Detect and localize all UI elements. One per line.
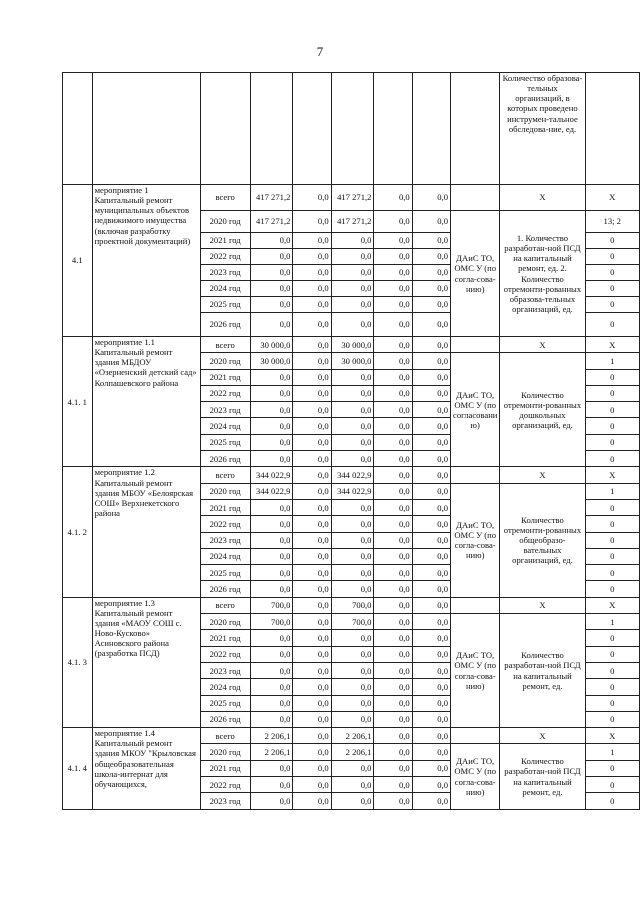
amount-local: 0,0 [374,614,412,630]
period-cell: 2021 год [200,760,250,776]
amount-total: 0,0 [250,646,293,662]
period-cell: 2025 год [200,695,250,711]
amount-regional: 30 000,0 [331,337,374,353]
indicator-cell: Количество отремонти-рованных общеобразо-вательных организаций, ед. [500,483,585,597]
amount-other: 0,0 [412,711,450,727]
amount-other: 0,0 [412,662,450,678]
amount-local: 0,0 [374,297,412,313]
period-cell: 2025 год [200,565,250,581]
table-row [63,337,640,353]
amount-federal: 0,0 [293,744,331,760]
period-cell: всего [200,185,250,211]
amount-total: 0,0 [250,793,293,809]
amount-local: 0,0 [374,532,412,548]
amount-local: 0,0 [374,211,412,233]
amount-other: 0,0 [412,760,450,776]
indicator-value: 0 [585,565,639,581]
amount-local: 0,0 [374,353,412,369]
amount-local: 0,0 [374,185,412,211]
amount-local: 0,0 [374,337,412,353]
amount-other: 0,0 [412,337,450,353]
top-indicator: Количество образова-тельных организаций, в которых проведено инструмен-тальное обследова-ние, ед. [500,73,585,185]
amount-other: 0,0 [412,185,450,211]
amount-total: 344 022,9 [250,483,293,499]
amount-total: 0,0 [250,532,293,548]
amount-federal: 0,0 [293,597,331,613]
amount-total: 0,0 [250,630,293,646]
measure-title: мероприятие 1.4 Капитальный ремонт здания МКОУ "Крыловская общеобразовательная школа-интернат для обучающихся, [92,728,200,809]
amount-regional: 0,0 [331,265,374,281]
indicator-cell: Количество отремонти-рованных дошкольных организаций, ед. [500,353,585,467]
period-cell: 2023 год [200,265,250,281]
indicator-x: X [500,185,585,211]
period-cell: 2022 год [200,516,250,532]
indicator-value: 0 [585,662,639,678]
amount-local: 0,0 [374,662,412,678]
amount-local: 0,0 [374,467,412,483]
period-cell: всего [200,728,250,744]
indicator-value: X [585,728,639,744]
amount-regional: 0,0 [331,297,374,313]
amount-total: 0,0 [250,369,293,385]
amount-regional: 700,0 [331,597,374,613]
amount-federal: 0,0 [293,662,331,678]
amount-federal: 0,0 [293,646,331,662]
amount-total: 700,0 [250,597,293,613]
indicator-value: 0 [585,581,639,597]
table-row [63,185,640,211]
amount-total: 0,0 [250,548,293,564]
amount-regional: 0,0 [331,369,374,385]
executor-cell: ДАиС ТО, ОМС У (по согла-сова-нию) [451,744,500,809]
spacer-cell [451,185,500,211]
amount-total: 0,0 [250,516,293,532]
amount-other: 0,0 [412,679,450,695]
amount-regional: 0,0 [331,249,374,265]
amount-federal: 0,0 [293,385,331,401]
amount-regional: 344 022,9 [331,467,374,483]
period-cell: 2025 год [200,297,250,313]
period-cell: всего [200,337,250,353]
amount-local: 0,0 [374,711,412,727]
amount-regional: 700,0 [331,614,374,630]
amount-other: 0,0 [412,614,450,630]
amount-total: 0,0 [250,249,293,265]
amount-federal: 0,0 [293,211,331,233]
amount-regional: 0,0 [331,532,374,548]
amount-federal: 0,0 [293,281,331,297]
period-cell: 2022 год [200,777,250,793]
amount-other: 0,0 [412,467,450,483]
amount-other: 0,0 [412,548,450,564]
amount-total: 0,0 [250,777,293,793]
amount-local: 0,0 [374,793,412,809]
amount-total: 30 000,0 [250,337,293,353]
period-cell: 2021 год [200,233,250,249]
period-cell: 2023 год [200,793,250,809]
amount-federal: 0,0 [293,711,331,727]
amount-local: 0,0 [374,281,412,297]
amount-regional: 30 000,0 [331,353,374,369]
indicator-value: 0 [585,793,639,809]
amount-federal: 0,0 [293,297,331,313]
item-number: 4.1 [63,185,93,337]
amount-federal: 0,0 [293,728,331,744]
indicator-value: X [585,467,639,483]
amount-regional: 0,0 [331,646,374,662]
amount-local: 0,0 [374,548,412,564]
amount-regional: 0,0 [331,711,374,727]
amount-federal: 0,0 [293,418,331,434]
measure-title: мероприятие 1.2 Капитальный ремонт здания МБОУ «Белоярская СОШ» Верхнекетского района [92,467,200,597]
amount-other: 0,0 [412,499,450,515]
amount-other: 0,0 [412,297,450,313]
amount-federal: 0,0 [293,467,331,483]
period-cell: 2021 год [200,630,250,646]
indicator-value: 0 [585,532,639,548]
period-cell: 2021 год [200,369,250,385]
amount-local: 0,0 [374,483,412,499]
page-number: 7 [316,44,324,59]
executor-cell: ДАиС ТО, ОМС У (по согласовани ю) [451,353,500,467]
indicator-value: 0 [585,711,639,727]
amount-regional: 2 206,1 [331,728,374,744]
amount-total: 0,0 [250,662,293,678]
amount-regional: 0,0 [331,385,374,401]
period-cell: 2020 год [200,744,250,760]
amount-other: 0,0 [412,483,450,499]
amount-local: 0,0 [374,249,412,265]
amount-total: 30 000,0 [250,353,293,369]
amount-federal: 0,0 [293,793,331,809]
spacer-cell [451,337,500,353]
indicator-value: 0 [585,297,639,313]
amount-regional: 2 206,1 [331,744,374,760]
executor-cell: ДАиС ТО, ОМС У (по согла-сова-нию) [451,211,500,337]
amount-other: 0,0 [412,233,450,249]
indicator-value: 0 [585,265,639,281]
amount-total: 0,0 [250,499,293,515]
amount-local: 0,0 [374,402,412,418]
amount-local: 0,0 [374,679,412,695]
period-cell: 2020 год [200,483,250,499]
amount-other: 0,0 [412,630,450,646]
amount-regional: 0,0 [331,695,374,711]
amount-regional: 417 271,2 [331,185,374,211]
amount-federal: 0,0 [293,353,331,369]
indicator-value: 13; 2 [585,211,639,233]
amount-federal: 0,0 [293,581,331,597]
amount-regional: 0,0 [331,679,374,695]
amount-other: 0,0 [412,451,450,467]
amount-total: 0,0 [250,565,293,581]
amount-federal: 0,0 [293,614,331,630]
amount-federal: 0,0 [293,402,331,418]
amount-local: 0,0 [374,646,412,662]
table-row [63,728,640,744]
amount-local: 0,0 [374,760,412,776]
amount-other: 0,0 [412,581,450,597]
period-cell: 2020 год [200,353,250,369]
indicator-value: 1 [585,614,639,630]
amount-local: 0,0 [374,565,412,581]
executor-cell: ДАиС ТО, ОМС У (по согла-сова-нию) [451,614,500,728]
amount-federal: 0,0 [293,337,331,353]
amount-other: 0,0 [412,281,450,297]
amount-regional: 417 271,2 [331,211,374,233]
amount-total: 0,0 [250,313,293,337]
amount-regional: 0,0 [331,313,374,337]
amount-total: 417 271,2 [250,185,293,211]
amount-local: 0,0 [374,451,412,467]
amount-other: 0,0 [412,402,450,418]
amount-federal: 0,0 [293,499,331,515]
amount-total: 0,0 [250,281,293,297]
amount-total: 0,0 [250,297,293,313]
amount-local: 0,0 [374,728,412,744]
amount-other: 0,0 [412,728,450,744]
period-cell: 2022 год [200,646,250,662]
amount-federal: 0,0 [293,760,331,776]
indicator-value: 0 [585,281,639,297]
amount-total: 0,0 [250,418,293,434]
period-cell: 2022 год [200,249,250,265]
amount-federal: 0,0 [293,185,331,211]
period-cell: 2021 год [200,499,250,515]
period-cell: всего [200,467,250,483]
amount-federal: 0,0 [293,548,331,564]
spacer-cell [451,597,500,613]
amount-total: 0,0 [250,695,293,711]
amount-other: 0,0 [412,369,450,385]
period-cell: 2024 год [200,281,250,297]
period-cell: 2020 год [200,211,250,233]
indicator-value: 0 [585,646,639,662]
amount-other: 0,0 [412,249,450,265]
indicator-value: 0 [585,402,639,418]
amount-federal: 0,0 [293,249,331,265]
amount-total: 0,0 [250,434,293,450]
indicator-x: X [500,467,585,483]
measure-title: мероприятие 1.3 Капитальный ремонт здания «МАОУ СОШ с. Ново-Кусково» Асиновского района (разработка ПСД) [92,597,200,727]
period-cell: 2023 год [200,662,250,678]
amount-total: 0,0 [250,760,293,776]
indicator-value: 0 [585,233,639,249]
indicator-cell: 1. Количество разработан-ной ПСД на капитальный ремонт, ед. 2. Количество отремонти-рованных образова-тельных организаций, ед. [500,211,585,337]
amount-total: 0,0 [250,265,293,281]
item-number: 4.1. 1 [63,337,93,467]
amount-regional: 0,0 [331,233,374,249]
amount-other: 0,0 [412,313,450,337]
indicator-value: 0 [585,679,639,695]
executor-cell: ДАиС ТО, ОМС У (по согла-сова-нию) [451,483,500,597]
amount-regional: 0,0 [331,451,374,467]
amount-other: 0,0 [412,434,450,450]
amount-local: 0,0 [374,744,412,760]
measure-title: мероприятие 1.1 Капитальный ремонт здания МБДОУ «Озерненский детский сад» Колпашевского района [92,337,200,467]
amount-other: 0,0 [412,744,450,760]
amount-local: 0,0 [374,385,412,401]
amount-total: 0,0 [250,581,293,597]
indicator-x: X [500,728,585,744]
amount-total: 344 022,9 [250,467,293,483]
measure-title: мероприятие 1 Капитальный ремонт муниципальных объектов недвижимого имущества (включая разработку проектной документаций) [92,185,200,337]
amount-regional: 0,0 [331,516,374,532]
amount-other: 0,0 [412,516,450,532]
item-number: 4.1. 3 [63,597,93,727]
amount-federal: 0,0 [293,565,331,581]
amount-other: 0,0 [412,385,450,401]
indicator-cell: Количество разработан-ной ПСД на капитальный ремонт, ед. [500,614,585,728]
amount-total: 0,0 [250,402,293,418]
amount-other: 0,0 [412,211,450,233]
indicator-value: 0 [585,434,639,450]
amount-local: 0,0 [374,499,412,515]
amount-local: 0,0 [374,597,412,613]
program-table [62,72,640,810]
amount-local: 0,0 [374,777,412,793]
amount-local: 0,0 [374,313,412,337]
amount-regional: 0,0 [331,630,374,646]
indicator-value: 0 [585,385,639,401]
indicator-value: 0 [585,451,639,467]
amount-other: 0,0 [412,777,450,793]
spacer-cell [451,467,500,483]
indicator-cell: Количество разработан-ной ПСД на капитальный ремонт, ед. [500,744,585,809]
amount-regional: 0,0 [331,777,374,793]
continuation-row [63,73,640,185]
amount-total: 0,0 [250,711,293,727]
amount-local: 0,0 [374,233,412,249]
amount-regional: 0,0 [331,760,374,776]
amount-federal: 0,0 [293,233,331,249]
indicator-value: 0 [585,418,639,434]
amount-regional: 0,0 [331,434,374,450]
amount-regional: 0,0 [331,418,374,434]
amount-local: 0,0 [374,516,412,532]
indicator-value: 0 [585,548,639,564]
amount-local: 0,0 [374,695,412,711]
amount-local: 0,0 [374,434,412,450]
amount-federal: 0,0 [293,695,331,711]
amount-federal: 0,0 [293,532,331,548]
period-cell: 2025 год [200,434,250,450]
indicator-value: 0 [585,313,639,337]
amount-other: 0,0 [412,532,450,548]
period-cell: 2024 год [200,548,250,564]
amount-total: 0,0 [250,451,293,467]
period-cell: 2026 год [200,581,250,597]
amount-regional: 0,0 [331,499,374,515]
amount-federal: 0,0 [293,679,331,695]
indicator-value: 0 [585,777,639,793]
indicator-value: 1 [585,744,639,760]
period-cell: 2026 год [200,711,250,727]
period-cell: 2024 год [200,679,250,695]
amount-other: 0,0 [412,597,450,613]
amount-federal: 0,0 [293,777,331,793]
amount-local: 0,0 [374,630,412,646]
amount-other: 0,0 [412,695,450,711]
amount-total: 700,0 [250,614,293,630]
indicator-value: 0 [585,369,639,385]
indicator-value: 0 [585,249,639,265]
amount-federal: 0,0 [293,434,331,450]
period-cell: 2023 год [200,532,250,548]
amount-federal: 0,0 [293,516,331,532]
item-number: 4.1. 4 [63,728,93,809]
period-cell: 2020 год [200,614,250,630]
amount-local: 0,0 [374,418,412,434]
period-cell: 2023 год [200,402,250,418]
period-cell: 2022 год [200,385,250,401]
amount-total: 0,0 [250,233,293,249]
amount-total: 2 206,1 [250,744,293,760]
table-row [63,467,640,483]
indicator-x: X [500,337,585,353]
amount-local: 0,0 [374,369,412,385]
amount-total: 0,0 [250,385,293,401]
amount-local: 0,0 [374,265,412,281]
period-cell: 2026 год [200,451,250,467]
amount-federal: 0,0 [293,369,331,385]
amount-other: 0,0 [412,353,450,369]
indicator-value: 0 [585,630,639,646]
amount-total: 0,0 [250,679,293,695]
spacer-cell [451,728,500,744]
indicator-value: 0 [585,499,639,515]
amount-federal: 0,0 [293,451,331,467]
indicator-value: X [585,185,639,211]
amount-regional: 0,0 [331,793,374,809]
amount-local: 0,0 [374,581,412,597]
indicator-value: 1 [585,483,639,499]
indicator-value: 0 [585,695,639,711]
amount-other: 0,0 [412,565,450,581]
amount-regional: 344 022,9 [331,483,374,499]
amount-regional: 0,0 [331,662,374,678]
table-row [63,597,640,613]
amount-federal: 0,0 [293,483,331,499]
amount-regional: 0,0 [331,581,374,597]
indicator-value: X [585,597,639,613]
amount-other: 0,0 [412,418,450,434]
period-cell: 2026 год [200,313,250,337]
amount-total: 2 206,1 [250,728,293,744]
amount-federal: 0,0 [293,313,331,337]
indicator-x: X [500,597,585,613]
amount-other: 0,0 [412,793,450,809]
amount-total: 417 271,2 [250,211,293,233]
indicator-value: 0 [585,516,639,532]
indicator-value: X [585,337,639,353]
period-cell: 2024 год [200,418,250,434]
item-number: 4.1. 2 [63,467,93,597]
amount-regional: 0,0 [331,565,374,581]
amount-other: 0,0 [412,265,450,281]
amount-other: 0,0 [412,646,450,662]
amount-regional: 0,0 [331,402,374,418]
amount-federal: 0,0 [293,630,331,646]
amount-federal: 0,0 [293,265,331,281]
indicator-value: 1 [585,353,639,369]
amount-regional: 0,0 [331,548,374,564]
indicator-value: 0 [585,760,639,776]
amount-regional: 0,0 [331,281,374,297]
period-cell: всего [200,597,250,613]
